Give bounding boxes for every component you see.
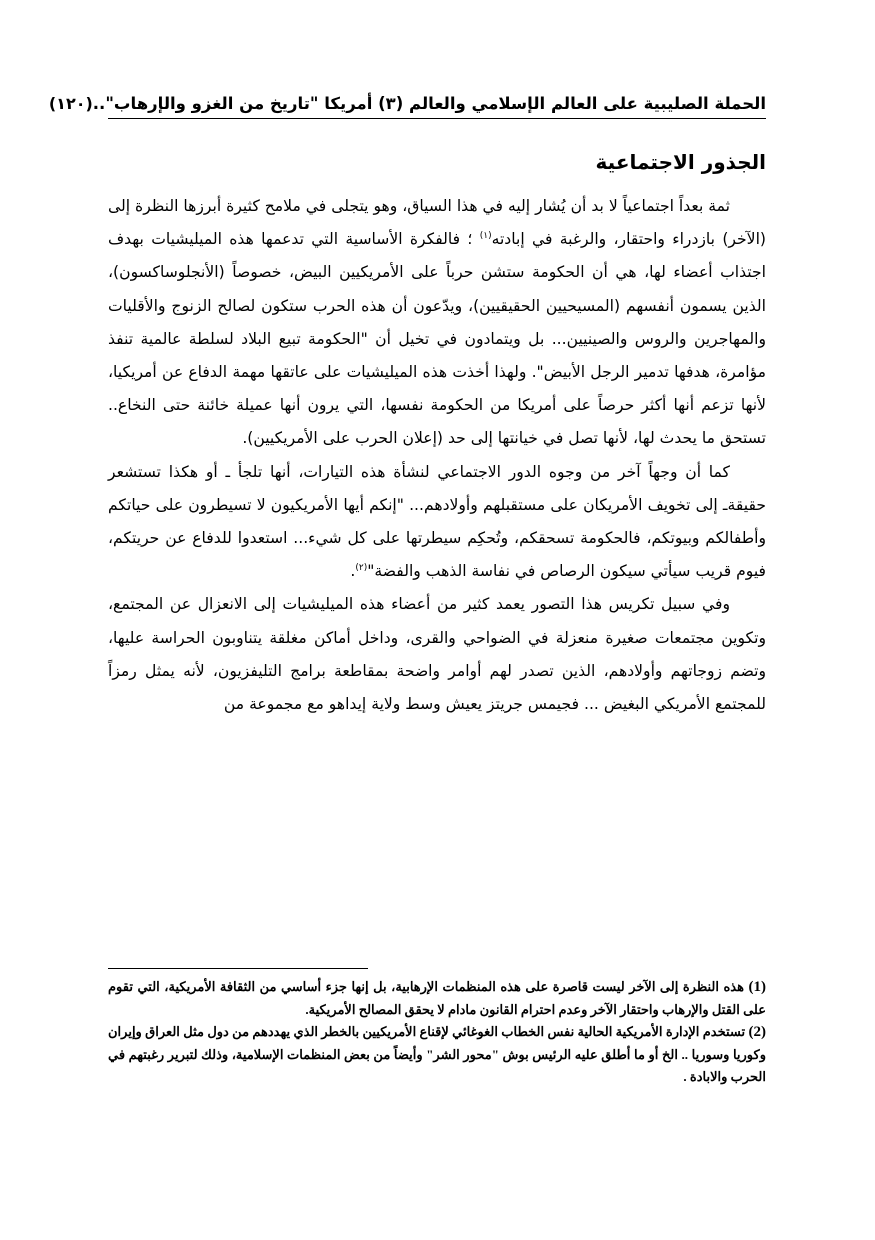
header-divider bbox=[108, 118, 766, 119]
footnote-number: (1) bbox=[748, 979, 766, 995]
running-header bbox=[48, 88, 766, 118]
body-text bbox=[108, 190, 766, 721]
footnote-text: تستخدم الإدارة الأمريكية الحالية نفس الخطاب الغوغائي لإقناع الأمريكيين بالخطر الذي يهددهم من دول مثل العراق وإيران وكوريا وسوريا .. الخ أو ما أطلق عليه الرئيس بوش "محور الشر" وأيضاً من بعض المنظمات الإسلامية، وذلك لتبرير رغبتهم في الحرب والابادة . bbox=[108, 1024, 766, 1084]
paragraph-text: كما أن وجهاً آخر من وجوه الدور الاجتماعي لنشأة هذه التيارات، أنها تلجأ ـ أو هكذا تستشعر حقيقةـ إلى تخويف الأمريكان على مستقبلهم وأولادهم... "إنكم أيها الأمريكيون لا تسيطرون على حياتكم وأطفالكم وبيوتكم، فالحكومة تسحقكم، وتُحكِم سيطرتها على كل شيء... استعدوا للدفاع عن حريتكم، فيوم قريب سيأتي سيكون الرصاص في نفاسة الذهب والفضة" bbox=[108, 462, 766, 581]
footnote-number: (2) bbox=[748, 1024, 766, 1040]
paragraph bbox=[108, 588, 766, 721]
paragraph-text: ثمة بعداً اجتماعياً لا بد أن يُشار إليه في هذا السياق، وهو يتجلى في ملامح كثيرة أبرزها النظرة إلى (الآخر) بازدراء واحتقار، والرغبة في إبادته bbox=[108, 197, 766, 249]
paragraph-text: . bbox=[350, 562, 356, 581]
document-page bbox=[48, 0, 766, 1240]
footnote bbox=[108, 1021, 766, 1089]
footnote-text: هذه النظرة إلى الآخر ليست قاصرة على هذه المنظمات الإرهابية، بل إنها جزء أساسي من الثقافة الأمريكية، التي تقوم على القتل والإرهاب واحتقار الآخر وعدم احترام القانون مادام لا يحقق المصالح الأمريكية. bbox=[108, 979, 766, 1017]
page-number: (١٢٠) bbox=[48, 93, 93, 113]
paragraph bbox=[108, 190, 766, 456]
book-title: الحملة الصليبية على العالم الإسلامي والعالم (٣) أمريكا "تاريخ من الغزو والإرهاب".. bbox=[92, 93, 766, 113]
footnote-reference[interactable]: (٢) bbox=[355, 563, 368, 574]
footnote-reference[interactable]: (١) bbox=[479, 231, 492, 242]
footnote bbox=[108, 976, 766, 1021]
section-heading: الجذور الاجتماعية bbox=[595, 150, 766, 174]
paragraph-text: ؛ فالفكرة الأساسية التي تدعمها هذه الميليشيات بهدف اجتذاب أعضاء لها، هي أن الحكومة ستشن حرباً على الأمريكيين البيض، خصوصاً (الأنجلوساكسون)، الذين يسمون أنفسهم (المسيحيين الحقيقيين)، ويدّعون أن هذه الحرب ستكون لصالح الزنوج والأقليات والمهاجرين والروس والصينيين... بل ويتمادون في تخيل أن "الحكومة تبيع البلاد لسلطة عالمية تنفذ مؤامرة، هدفها تدمير الرجل الأبيض". ولهذا أخذت هذه الميليشيات على عاتقها مهمة الدفاع عن أمريكيا، لأنها تزعم أنها أكثر حرصاً على أمريكا من الحكومة نفسها، التي يرون أنها عميلة خائنة حتى النخاع.. تستحق ما يحدث لها، لأنها تصل في خيانتها إلى حد (إعلان الحرب على الأمريكيين). bbox=[108, 230, 766, 448]
footnote-divider bbox=[108, 968, 368, 969]
paragraph-text: وفي سبيل تكريس هذا التصور يعمد كثير من أعضاء هذه الميليشيات إلى الانعزال عن المجتمع، وتكوين مجتمعات صغيرة منعزلة في الضواحي والقرى، وداخل أماكن مغلقة يتناوبون الحراسة عليها، وتضم زوجاتهم وأولادهم، الذين تصدر لهم أوامر واضحة بمقاطعة برامج التليفزيون، لأنه يمثل رمزاً للمجتمع الأمريكي البغيض ... فجيمس جريتز يعيش وسط ولاية إيداهو مع مجموعة من bbox=[108, 595, 766, 714]
paragraph bbox=[108, 456, 766, 589]
footnotes bbox=[108, 976, 766, 1089]
